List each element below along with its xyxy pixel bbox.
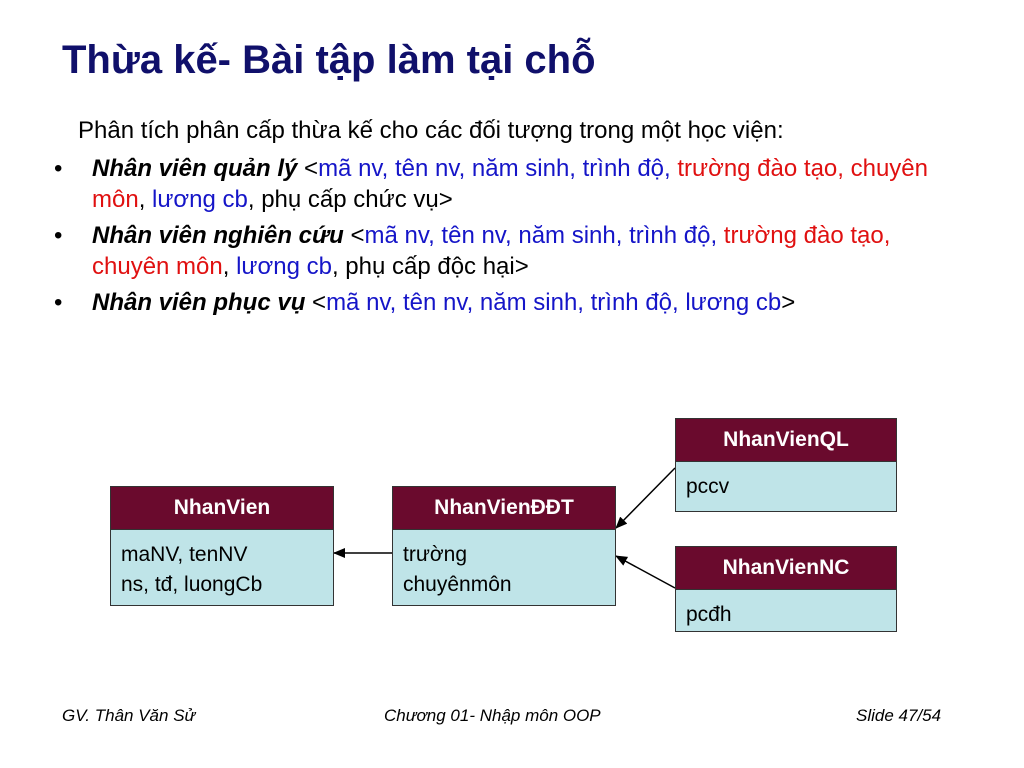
intro-text: Phân tích phân cấp thừa kế cho các đối tượng trong một học viện: (78, 117, 784, 144)
class-attributes (676, 462, 896, 510)
class-nhanviennc (675, 546, 897, 632)
class-attribute: pcđh (686, 603, 732, 626)
bullet-common-attrs: mã nv, tên nv, năm sinh, trình độ, lương cb (326, 289, 782, 316)
bullet-tail: > (781, 289, 796, 316)
class-nhanvienql (675, 418, 897, 512)
footer-chapter: Chương 01- Nhập môn OOP (384, 706, 601, 725)
class-attribute: ns, tđ, luongCb (121, 573, 263, 596)
class-name: NhanVien (111, 487, 333, 530)
class-attributes (111, 530, 333, 608)
bullet-dot: • (54, 222, 63, 249)
class-attributes (393, 530, 615, 608)
bullet-open: < (297, 155, 319, 182)
class-attribute: trường (403, 543, 468, 566)
bullet-salary-attr: lương cb (145, 186, 248, 213)
bullet-common-attrs: mã nv, tên nv, năm sinh, trình độ, (318, 155, 671, 182)
footer-author: GV. Thân Văn Sử (62, 706, 196, 725)
bullet-sep: , (222, 253, 230, 280)
footer-slide-number: Slide 47/54 (856, 706, 942, 725)
bullet-training-attrs: trường đào tạo, chuyên môn (92, 155, 928, 213)
class-nhanviendt (392, 486, 616, 606)
bullet-tail: , phụ cấp chức vụ> (247, 186, 453, 213)
bullet-name: Nhân viên phục vụ (92, 289, 306, 316)
class-attributes (676, 590, 896, 638)
bullet-name: Nhân viên quản lý (92, 155, 298, 182)
bullet-dot: • (54, 155, 63, 182)
bullet-sep: , (138, 186, 146, 213)
bullet-salary-attr: lương cb (229, 253, 332, 280)
bullet-open: < (343, 222, 365, 249)
class-name: NhanVienQL (676, 419, 896, 462)
class-name: NhanVienNC (676, 547, 896, 590)
bullet-open: < (305, 289, 327, 316)
bullet-common-attrs: mã nv, tên nv, năm sinh, trình độ, (364, 222, 718, 249)
class-attribute: pccv (686, 475, 730, 498)
class-name: NhanVienĐĐT (393, 487, 615, 530)
bullet-training-attrs: trường đào tạo, chuyên môn (92, 222, 891, 280)
bullet-tail: , phụ cấp độc hại> (331, 253, 529, 280)
arrow-nc-to-ddt (616, 556, 675, 588)
arrow-ql-to-ddt (616, 468, 675, 528)
slide-title: Thừa kế- Bài tập làm tại chỗ (62, 38, 596, 82)
bullet-name: Nhân viên nghiên cứu (92, 222, 344, 249)
class-nhanvien (110, 486, 334, 606)
class-attribute: maNV, tenNV (121, 543, 248, 566)
bullet-dot: • (54, 289, 63, 316)
class-attribute: chuyênmôn (403, 573, 512, 596)
